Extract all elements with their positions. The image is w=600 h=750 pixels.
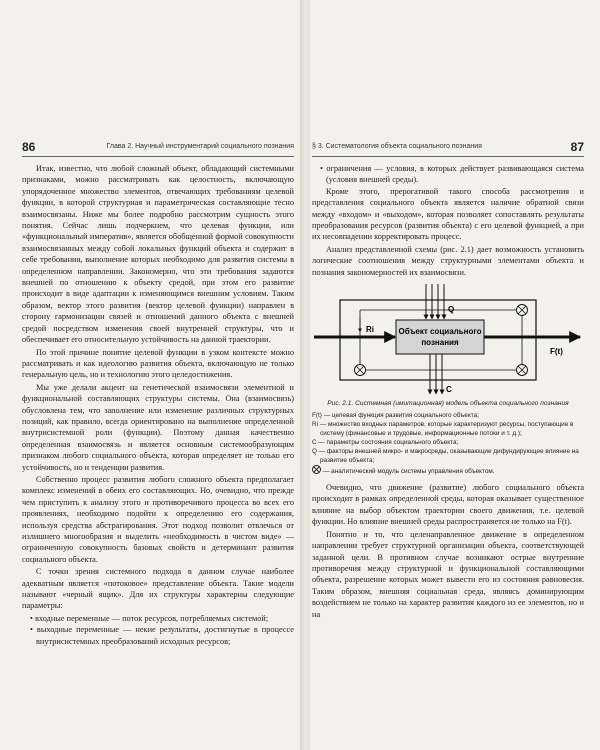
left-paragraph-1: Итак, известно, что любой сложный объект, обладающий системными признаками, можно рассматривать как целостность, включающую упорядоченное множество элементов, отвечающих требованиям целевой функции, в которой структурная и параметрическая составляющие тесно взаимосвязаны. Ниже мы более подробно рассмотрим сущность этого понятия. Сейчас лишь подчеркнем, что целевая функция, или «функциональный императив», является обобщенной формой совокупности взаимосвязанных между собой локальных функций объекта и содержит в себе требования, выполнение которых необходимо для развития системы в определенном направлении. Закономерно, что эти требования задаются внешней по отношению к объекту средой, при этом его развитие происходит в виде адаптации к изменяющимся внешним условиям. Таким образом, вектор этого развития (вектор целевой функции) направлен в сторону гармонизации связей и отношений данного объекта с внешней средой посредством изменения своей внутренней структуры, что и обеспечивает его относительную устойчивость на данной траектории. [22, 164, 294, 345]
legend-item: Ri — множество входных параметров, которые характеризуют ресурсы, поступающие в систему (финансовые и трудовые, информационные потоки и т. д.); [312, 421, 574, 438]
right-paragraph-1: Кроме этого, прерогативой такого способа рассмотрения и представления социального объекта является наличие обратной связи между «входом» и «выходом», которая позволяет сопоставлять результаты преобразования ресурсов (развития объекта) с его целевой функцией, а при их несовпадении корректировать процесс. [312, 186, 584, 242]
figure-caption: Рис. 2.1. Системная (имитационная) модель объекта социального познания [327, 400, 569, 408]
right-paragraph-3: Очевидно, что движение (развитие) любого социального объекта происходит в рамках определенной среды, которая оказывает существенное влияние на выбор объектом траектории своего движения, т.е. целевой функции. Но влияние внешней среды распространяется не только на F(t). [312, 483, 584, 527]
object-box [396, 320, 484, 354]
right-paragraph-4: Понятно и то, что целенаправленное движение в определенном направлении требует структурной организации объекта, соответствующей заданной цели. В противном случае возникают острые внутренние противоречия между структурной и функциональной составляющими объекта, разрешение которых может вывести его из состояния равновесия. Таким образом, внешняя социальная среда, являясь доминирующим воздействием не только на характер развития каждого из ее элементов, но и на [312, 529, 584, 619]
ri-label: Ri [366, 325, 374, 335]
legend-item-module [312, 465, 584, 476]
analytic-module-icon [355, 365, 366, 376]
legend-item: C — параметры состояния социального объекта; [312, 439, 459, 447]
list-item: • входные переменные — поток ресурсов, потребляемых системой; [30, 613, 269, 623]
right-paragraph-2: Анализ представленной схемы (рис. 2.1) дает возможность установить логические соотношения между структурными элементами объекта и познания закономерностей их взаимосвязи. [312, 244, 584, 277]
analytic-module-icon [312, 465, 321, 474]
left-paragraph-3: Мы уже делали акцент на генетической взаимосвязи элементной и функциональной составляющих структуры системы. Она (взаимосвязь) обусловлена тем, что заполнение или изменение различных структурных позиций, как правило, всегда ориентировано на выполнение определенной внутрисистемной роли (функции). Поэтому данная качественно определенная взаимосвязь и является основным системообразующим признаком любого социального объекта, которая определяет не только его устойчивость, но и тенденции развития. [22, 382, 294, 472]
left-parameter-list [22, 613, 294, 647]
analytic-module-icon [517, 305, 528, 316]
right-page-number: 87 [570, 140, 584, 154]
object-box-label: познания [421, 338, 459, 348]
book-gutter [300, 0, 310, 750]
left-page-header [22, 140, 294, 157]
right-running-head: § 3. Систематология объекта социального познания [312, 143, 482, 150]
right-page-header [312, 140, 584, 157]
c-label: C [446, 385, 452, 395]
analytic-module-icon [517, 365, 528, 376]
left-page [22, 140, 294, 647]
q-label: Q [448, 305, 455, 315]
legend-item: F(t) — целевая функция развития социального объекта; [312, 412, 479, 420]
system-model-diagram [312, 282, 584, 398]
right-constraint-list [312, 163, 584, 186]
figure-legend [312, 411, 584, 476]
left-paragraph-5: С точки зрения системного подхода в данном случае наиболее адекватным является «потоковое» представление объекта. Такие модели называют «черный ящик». Для их структуры характерны следующие параметры: [22, 567, 294, 611]
object-box-label: Объект социального [398, 327, 482, 337]
left-paragraph-2: По этой причине понятие целевой функции в узком контексте можно рассматривать и как идеологию развития объекта, включающую не только генеральную цель, но и технологию этого целедостижения. [22, 347, 294, 380]
legend-item: Q — факторы внешней микро- и макросреды, оказывающие дифундирующее влияние на развитие объекта; [312, 448, 579, 465]
ft-label: F(t) [550, 347, 563, 357]
left-page-number: 86 [22, 140, 36, 154]
legend-item-text: — аналитический модуль системы управления объектом. [323, 468, 495, 476]
left-running-head: Глава 2. Научный инструментарий социального познания [106, 143, 294, 150]
left-paragraph-4: Собственно процесс развития любого сложного объекта предполагает комплекс изменений в обеих его составляющих. Но, очевидно, что прежде чем приступить к анализу этого и противоречивого процесса во всех его проявлениях, необходимо подойти к определению его содержания, используя средства абстрагирования. Этот подход позволит отвлечься от излишнего многообразия и выделить «необходимость в чистом виде» — ограниченную совокупность базовых свойств и детерминант развития социального объекта. [22, 474, 294, 564]
list-item: • ограничения — условия, в которых действует развивающаяся система (условия внешней среды). [320, 164, 584, 185]
diagram-svg [312, 282, 584, 398]
right-page [312, 140, 584, 621]
list-item: • выходные переменные — некие результаты, достигнутые в процессе внутрисистемных преобразований исходных ресурсов; [30, 625, 294, 646]
